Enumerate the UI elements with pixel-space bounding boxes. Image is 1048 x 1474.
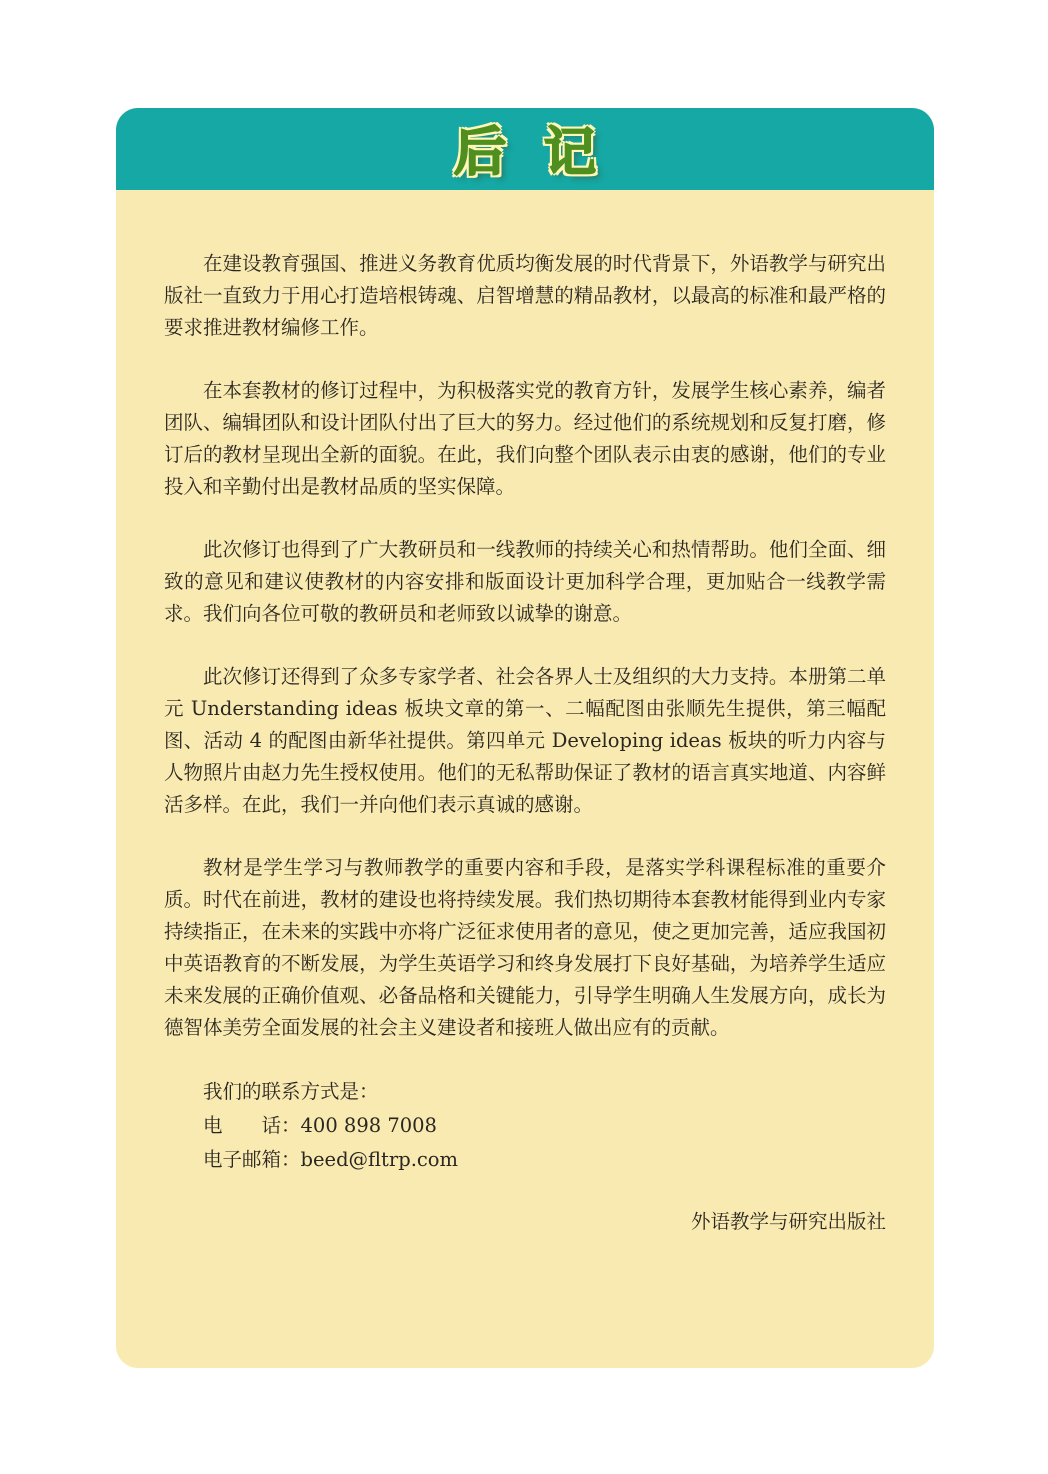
paragraph-1: 在建设教育强国、推进义务教育优质均衡发展的时代背景下，外语教学与研究出版社一直致力于用心打造培根铸魂、启智增慧的精品教材，以最高的标准和最严格的要求推进教材编修工作。 (164, 252, 886, 339)
title-char-2: 记 (544, 123, 597, 183)
contact-title: 我们的联系方式是： (203, 1080, 379, 1103)
contact-email: 电子邮箱：beed@fltrp.com (203, 1148, 459, 1171)
paragraph-5: 教材是学生学习与教师教学的重要内容和手段，是落实学科课程标准的重要介质。时代在前进，教材的建设也将持续发展。我们热切期待本套教材能得到业内专家持续指正，在未来的实践中亦将广泛征求使用者的意见，使之更加完善，适应我国初中英语教育的不断发展，为学生英语学习和终身发展打下良好基础，为培养学生适应未来发展的正确价值观、必备品格和关键能力，引导学生明确人生发展方向，成长为德智体美劳全面发展的社会主义建设者和接班人做出应有的贡献。 (164, 856, 886, 1039)
title-char-1: 后 (453, 123, 506, 183)
afterword-card (116, 108, 934, 1368)
body-text (164, 248, 886, 1177)
publisher-signature: 外语教学与研究出版社 (690, 1210, 886, 1233)
paragraph-4: 此次修订还得到了众多专家学者、社会各界人士及组织的大力支持。本册第二单元 Understanding ideas 板块文章的第一、二幅配图由张顺先生提供，第三幅配图、活动 4 的配图由新华社提供。第四单元 Developing ideas 板块的听力内容与人物照片由赵力先生授权使用。他们的无私帮助保证了教材的语言真实地道、内容鲜活多样。在此，我们一并向他们表示真诚的感谢。 (164, 665, 886, 816)
paragraph-2: 在本套教材的修订过程中，为积极落实党的教育方针，发展学生核心素养，编者团队、编辑团队和设计团队付出了巨大的努力。经过他们的系统规划和反复打磨，修订后的教材呈现出全新的面貌。在此，我们向整个团队表示由衷的感谢，他们的专业投入和辛勤付出是教材品质的坚实保障。 (164, 379, 886, 498)
contact-phone: 电 话：400 898 7008 (203, 1114, 437, 1137)
page-title (116, 108, 934, 198)
contact-info (164, 1075, 886, 1177)
paragraph-3: 此次修订也得到了广大教研员和一线教师的持续关心和热情帮助。他们全面、细致的意见和建议使教材的内容安排和版面设计更加科学合理，更加贴合一线教学需求。我们向各位可敬的教研员和老师致以诚挚的谢意。 (164, 538, 886, 625)
